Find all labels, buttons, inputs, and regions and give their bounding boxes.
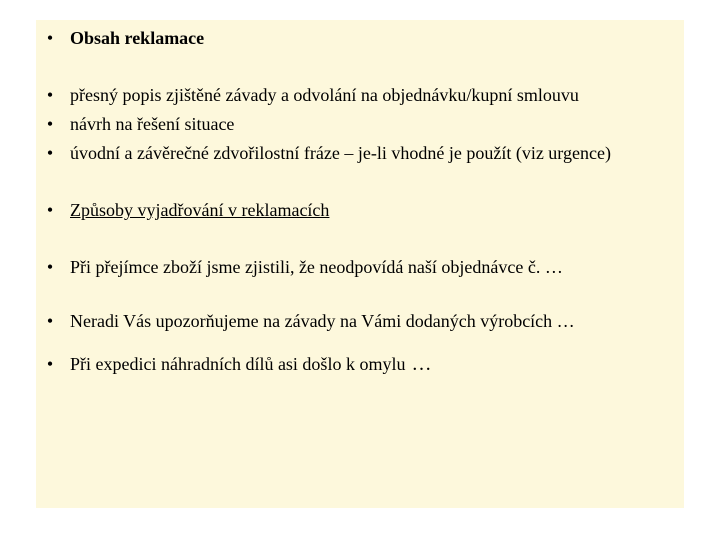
item-text: úvodní a závěrečné zdvořilostní fráze – je-li vhodné je použít (viz urgence): [70, 143, 611, 163]
item-text: Při přejímce zboží jsme zjistili, že neodpovídá naší objednávce č. …: [70, 257, 563, 277]
bullet: •: [46, 114, 54, 134]
item-text-wrapper: [70, 353, 433, 375]
item-text: Při expedici náhradních dílů asi došlo k omylu: [70, 354, 406, 374]
bullet: •: [46, 311, 54, 331]
slide-background: [36, 20, 684, 508]
heading-text: Obsah reklamace: [70, 28, 205, 48]
bullet: •: [46, 28, 54, 48]
bullet: •: [46, 200, 54, 220]
bullet: •: [46, 257, 54, 277]
ellipsis: …: [411, 353, 434, 375]
section-heading-text: Způsoby vyjadřování v reklamacích: [70, 200, 330, 220]
item-text: přesný popis zjištěné závady a odvolání na objednávku/kupní smlouvu: [70, 85, 579, 105]
bullet: •: [46, 85, 54, 105]
item-text: Neradi Vás upozorňujeme na závady na Vámi dodaných výrobcích …: [70, 311, 575, 331]
bullet: •: [46, 143, 54, 163]
item-text: návrh na řešení situace: [70, 114, 235, 134]
bullet: •: [46, 354, 54, 374]
